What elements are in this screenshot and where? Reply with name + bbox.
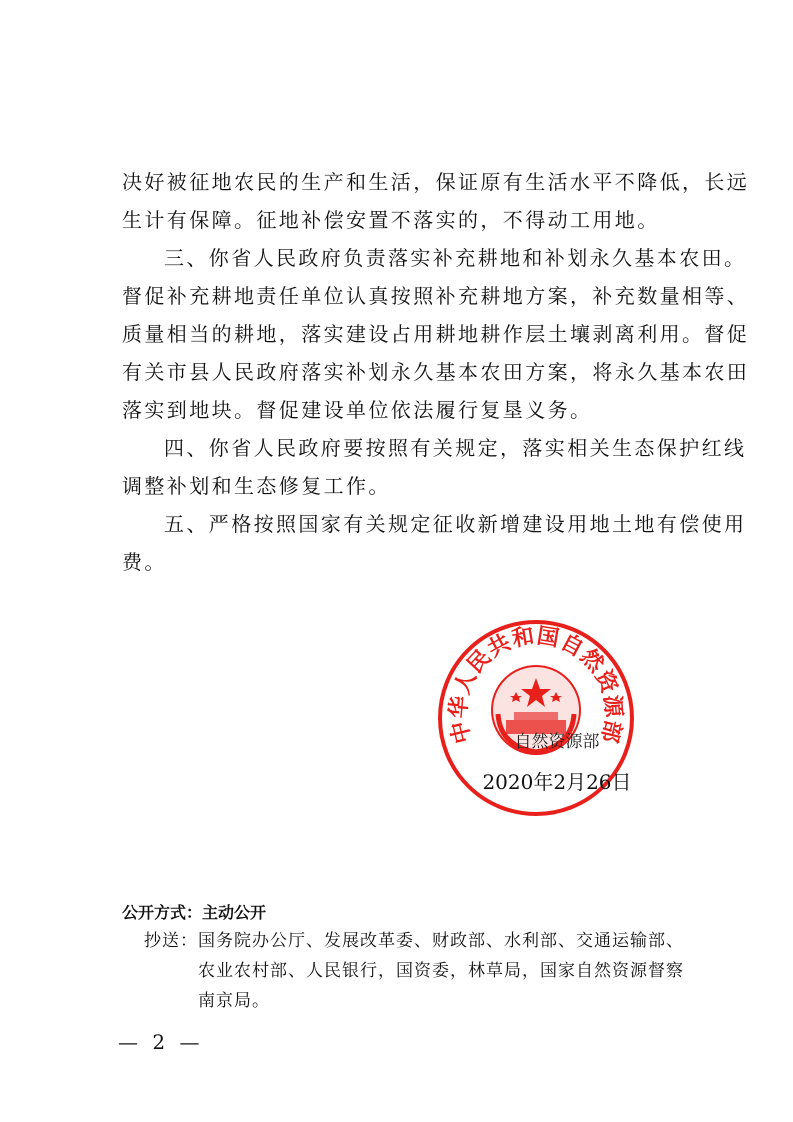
cc-line: 农业农村部、人民银行，国资委，林草局，国家自然资源督察 — [198, 961, 684, 981]
cc-line: 南京局。 — [198, 991, 270, 1011]
signature-org: 自然资源部 — [514, 732, 600, 752]
body-line: 费。 — [122, 550, 167, 574]
signature-date: 2020年2月26日 — [482, 770, 632, 794]
page-number: — 2 — — [118, 1030, 204, 1054]
body-line: 落实到地块。督促建设单位依法履行复垦义务。 — [122, 398, 593, 422]
body-line: 督促补充耕地责任单位认真按照补充耕地方案，补充数量相等、 — [122, 284, 750, 308]
body-line: 五、严格按照国家有关规定征收新增建设用地土地有偿使用 — [164, 512, 747, 536]
cc-label: 抄送： — [144, 931, 198, 951]
body-line: 质量相当的耕地，落实建设占用耕地耕作层土壤剥离利用。督促 — [122, 322, 750, 346]
body-line: 四、你省人民政府要按照有关规定，落实相关生态保护红线 — [164, 436, 747, 460]
body-text — [122, 163, 750, 581]
body-line: 生计有保障。征地补偿安置不落实的，不得动工用地。 — [122, 208, 660, 232]
seal-text: 中华人民共和国自然资源部 — [446, 623, 626, 746]
cc-section — [122, 926, 702, 1016]
body-line: 调整补划和生态修复工作。 — [122, 474, 391, 498]
body-line: 三、你省人民政府负责落实补充耕地和补划永久基本农田。 — [164, 246, 747, 270]
cc-line: 国务院办公厅、发展改革委、财政部、水利部、交通运输部、 — [198, 931, 684, 951]
footer — [122, 900, 702, 1016]
body-line: 决好被征地农民的生产和生活，保证原有生活水平不降低，长远 — [122, 170, 750, 194]
body-line: 有关市县人民政府落实补划永久基本农田方案，将永久基本农田 — [122, 360, 750, 384]
publication-mode: 公开方式：主动公开 — [122, 903, 267, 922]
